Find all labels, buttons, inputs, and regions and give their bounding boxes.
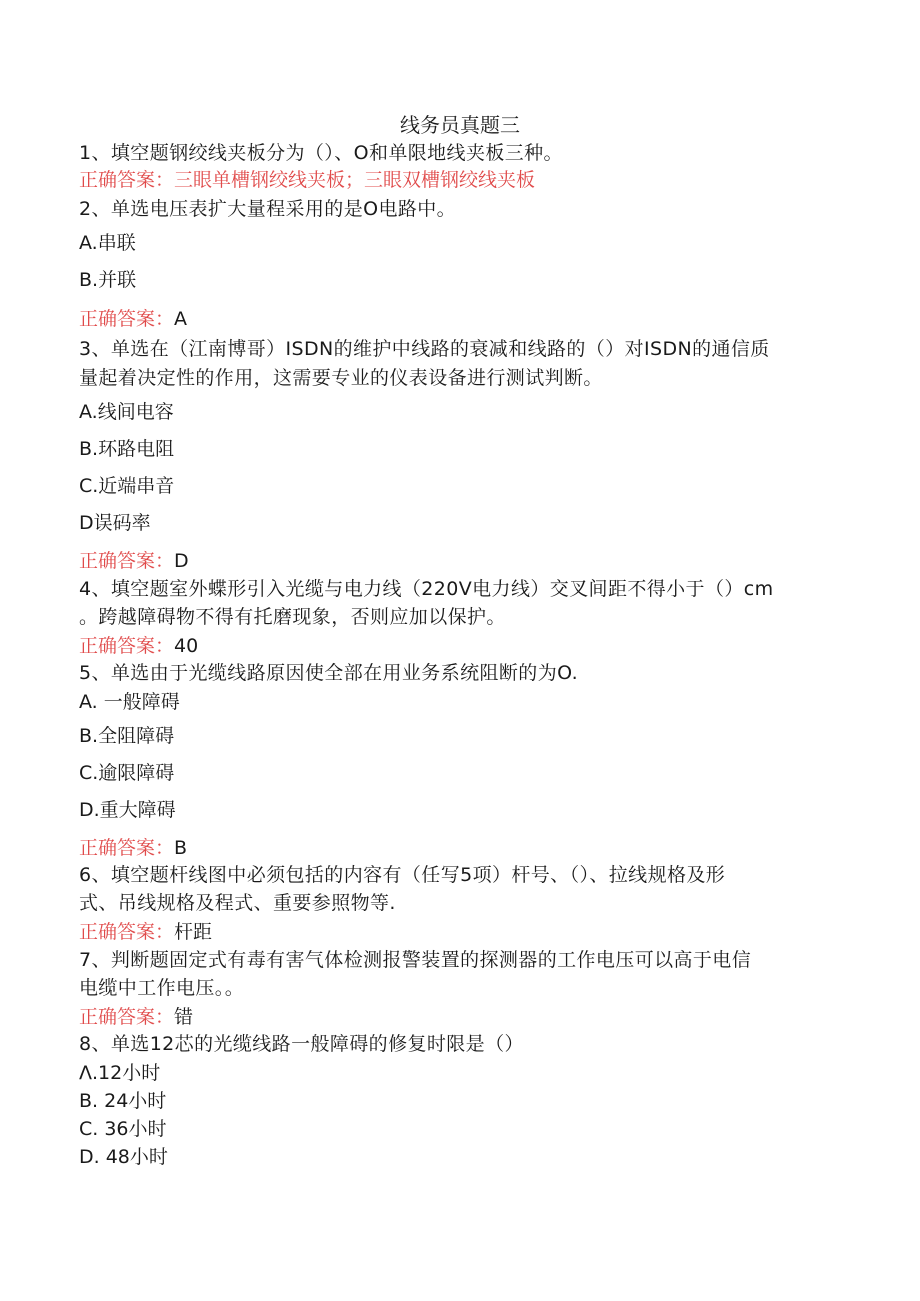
question-3-option-b: B.环路电阻: [79, 438, 175, 460]
question-5-answer: [79, 835, 187, 861]
question-2-answer: [79, 306, 187, 332]
question-5-text: 5、单选由于光缆线路原因使全部在用业务系统阻断的为O.: [79, 662, 579, 684]
question-1-answer: [79, 167, 535, 193]
question-4-answer: [79, 633, 198, 659]
answer-label: 正确答案：: [79, 308, 175, 330]
question-3-option-c: C.近端串音: [79, 475, 175, 497]
answer-label: 正确答案：: [79, 1006, 175, 1028]
question-5-option-a: A. 一般障碍: [79, 691, 180, 713]
answer-label: 正确答案：: [79, 550, 175, 572]
question-1-text: 1、填空题钢绞线夹板分为（）、O和单限地线夹板三种。: [79, 142, 563, 164]
question-8-text: 8、单选12芯的光缆线路一般障碍的修复时限是（）: [79, 1033, 524, 1055]
question-6-text-line-2: 式、吊线规格及程式、重要参照物等.: [79, 892, 396, 914]
question-5-option-b: B.全阻障碍: [79, 725, 175, 747]
question-3-text-line-1: 3、单选在（江南博哥）ISDN的维护中线路的衰减和线路的（）对ISDN的通信质: [79, 338, 770, 360]
question-2-option-b: B.并联: [79, 269, 137, 291]
answer-value: A: [174, 308, 188, 330]
question-5-option-d: D.重大障碍: [79, 799, 176, 821]
question-6-answer: [79, 919, 212, 945]
question-8-option-d: D. 48小时: [79, 1146, 168, 1168]
answer-label: 正确答案：: [79, 169, 175, 191]
answer-value: 三眼单槽钢绞线夹板；三眼双槽钢绞线夹板: [174, 169, 536, 191]
question-3-answer: [79, 548, 189, 574]
question-8-option-b: B. 24小时: [79, 1090, 167, 1112]
answer-value: 杆距: [174, 921, 213, 943]
question-7-answer: [79, 1004, 193, 1030]
document-title: 线务员真题三: [400, 113, 520, 137]
answer-label: 正确答案：: [79, 837, 175, 859]
question-5-option-c: C.逾限障碍: [79, 762, 175, 784]
question-4-text-line-2: 。跨越障碍物不得有托磨现象，否则应加以保护。: [79, 606, 506, 628]
question-4-text-line-1: 4、填空题室外蝶形引入光缆与电力线（220V电力线）交叉间距不得小于（）cm: [79, 578, 774, 600]
answer-value: 40: [174, 635, 199, 657]
question-3-text-line-2: 量起着决定性的作用，这需要专业的仪表设备进行测试判断。: [79, 367, 603, 389]
answer-label: 正确答案：: [79, 921, 175, 943]
question-8-option-a: Λ.12小时: [79, 1062, 161, 1084]
question-2-text: 2、单选电压表扩大量程采用的是O电路中。: [79, 198, 457, 220]
answer-value: 错: [174, 1006, 194, 1028]
answer-value: D: [174, 550, 189, 572]
answer-label: 正确答案：: [79, 635, 175, 657]
question-7-text-line-1: 7、判断题固定式有毒有害气体检测报警装置的探测器的工作电压可以高于电信: [79, 949, 752, 971]
question-3-option-a: A.线间电容: [79, 401, 174, 423]
question-6-text-line-1: 6、填空题杆线图中必须包括的内容有（任写5项）杆号、（）、拉线规格及形: [79, 864, 726, 886]
question-7-text-line-2: 电缆中工作电压。。: [79, 977, 245, 999]
question-8-option-c: C. 36小时: [79, 1118, 167, 1140]
answer-value: B: [174, 837, 188, 859]
question-2-option-a: A.串联: [79, 232, 136, 254]
question-3-option-d: D误码率: [79, 512, 151, 534]
